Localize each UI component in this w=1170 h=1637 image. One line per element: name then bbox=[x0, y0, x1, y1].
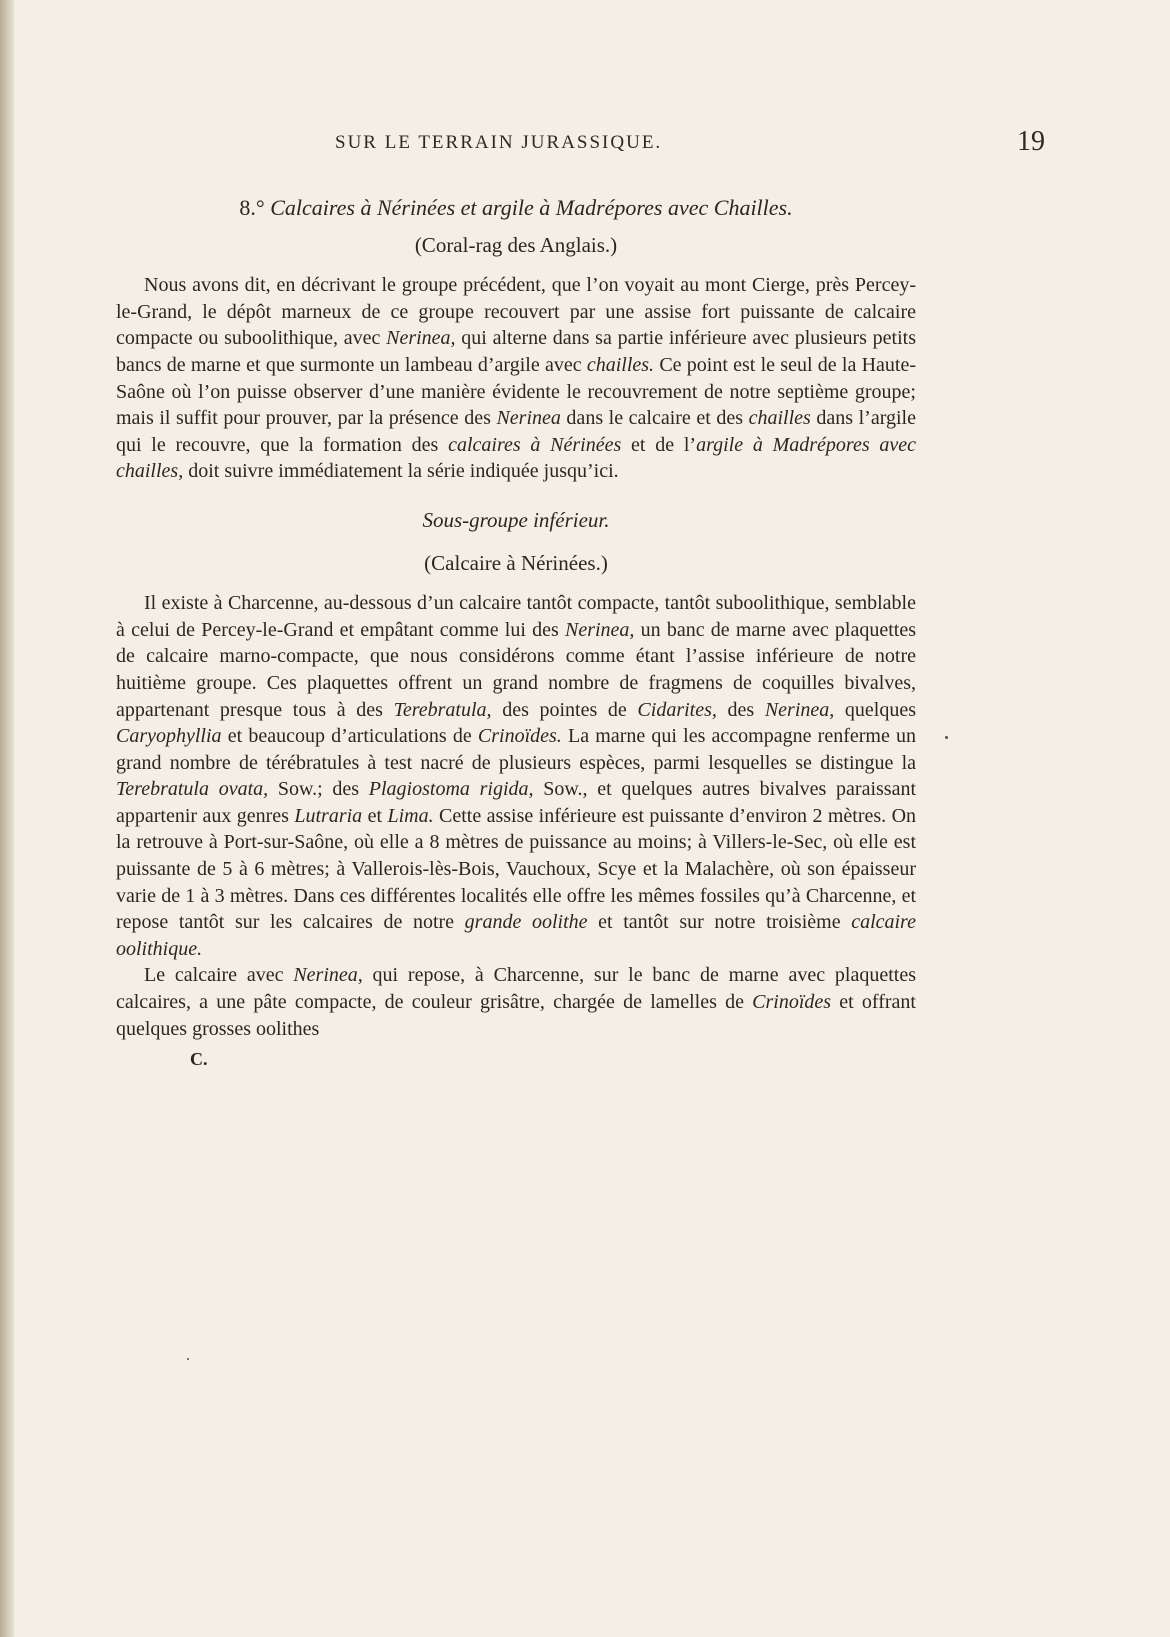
page-number: 19 bbox=[1017, 126, 1045, 157]
subsection-subtitle: (Calcaire à Nérinées.) bbox=[424, 550, 608, 575]
section-number: 8.° bbox=[239, 195, 265, 220]
page-edge bbox=[0, 0, 14, 1637]
paragraph-3: Le calcaire avec Nerinea, qui repose, à Charcenne, sur le banc de marne avec plaquettes calcaires, a une pâte compacte, de couleur grisâtre, chargée de lamelles de Crinoïdes et offrant quelques grosses oolithes bbox=[116, 964, 916, 1040]
subsection-title: Sous-groupe inférieur. bbox=[422, 507, 610, 532]
page-body bbox=[116, 195, 916, 1073]
signature-mark: C. bbox=[190, 1049, 208, 1070]
running-title: SUR LE TERRAIN JURASSIQUE. bbox=[335, 132, 663, 153]
paper-spot bbox=[187, 1358, 189, 1360]
paragraph-2: Il existe à Charcenne, au-dessous d’un calcaire tantôt compacte, tantôt suboolithique, semblable à celui de Percey-le-Grand et empâtant comme lui des Nerinea, un banc de marne avec plaquettes de calcaire marno-compacte, que nous considérons comme étant l’assise inférieure de notre huitième groupe. Ces plaquettes offrent un grand nombre de fragmens de coquilles bivalves, appartenant presque tous à des Terebratula, des pointes de Cidarites, des Nerinea, quelques Caryophyllia et beaucoup d’articulations de Crinoïdes. La marne qui les accompagne renferme un grand nombre de térébratules à test nacré de plusieurs espèces, parmi lesquelles se distingue la Terebratula ovata, Sow.; des Plagiostoma rigida, Sow., et quelques autres bivalves paraissant appartenir aux genres Lutraria et Lima. Cette assise inférieure est puissante d’environ 2 mètres. On la retrouve à Port-sur-Saône, où elle a 8 mètres de puissance au moins; à Villers-le-Sec, où elle est puissante de 5 à 6 mètres; à Vallerois-lès-Bois, Vauchoux, Scye et la Malachère, où son épaisseur varie de 1 à 3 mètres. Dans ces différentes localités elle offre les mêmes fossiles qu’à Charcenne, et repose tantôt sur les calcaires de notre grande oolithe et tantôt sur notre troisième calcaire oolithique. bbox=[116, 592, 917, 960]
section-subtitle: (Coral-rag des Anglais.) bbox=[414, 232, 618, 257]
paper-spot bbox=[945, 736, 948, 739]
section-title: Calcaires à Nérinées et argile à Madrépores avec Chailles. bbox=[270, 195, 793, 220]
paragraph-1: Nous avons dit, en décrivant le groupe précédent, que l’on voyait au mont Cierge, près Percey-le-Grand, le dépôt marneux de ce groupe recouvert par une assise fort puissante de calcaire compacte ou suboolithique, avec Nerinea, qui alterne dans sa partie inférieure avec plusieurs petits bancs de marne et que surmonte un lambeau d’argile avec chailles. Ce point est le seul de la Haute-Saône où l’on puisse observer d’une manière évidente le recouvrement de notre septième groupe; mais il suffit pour prouver, par la présence des Nerinea dans le calcaire et des chailles dans l’argile qui le recouvre, que la formation des calcaires à Nérinées et de l’argile à Madrépores avec chailles, doit suivre immédiatement la série indiquée jusqu’ici. bbox=[116, 274, 917, 483]
section-heading bbox=[116, 195, 916, 222]
